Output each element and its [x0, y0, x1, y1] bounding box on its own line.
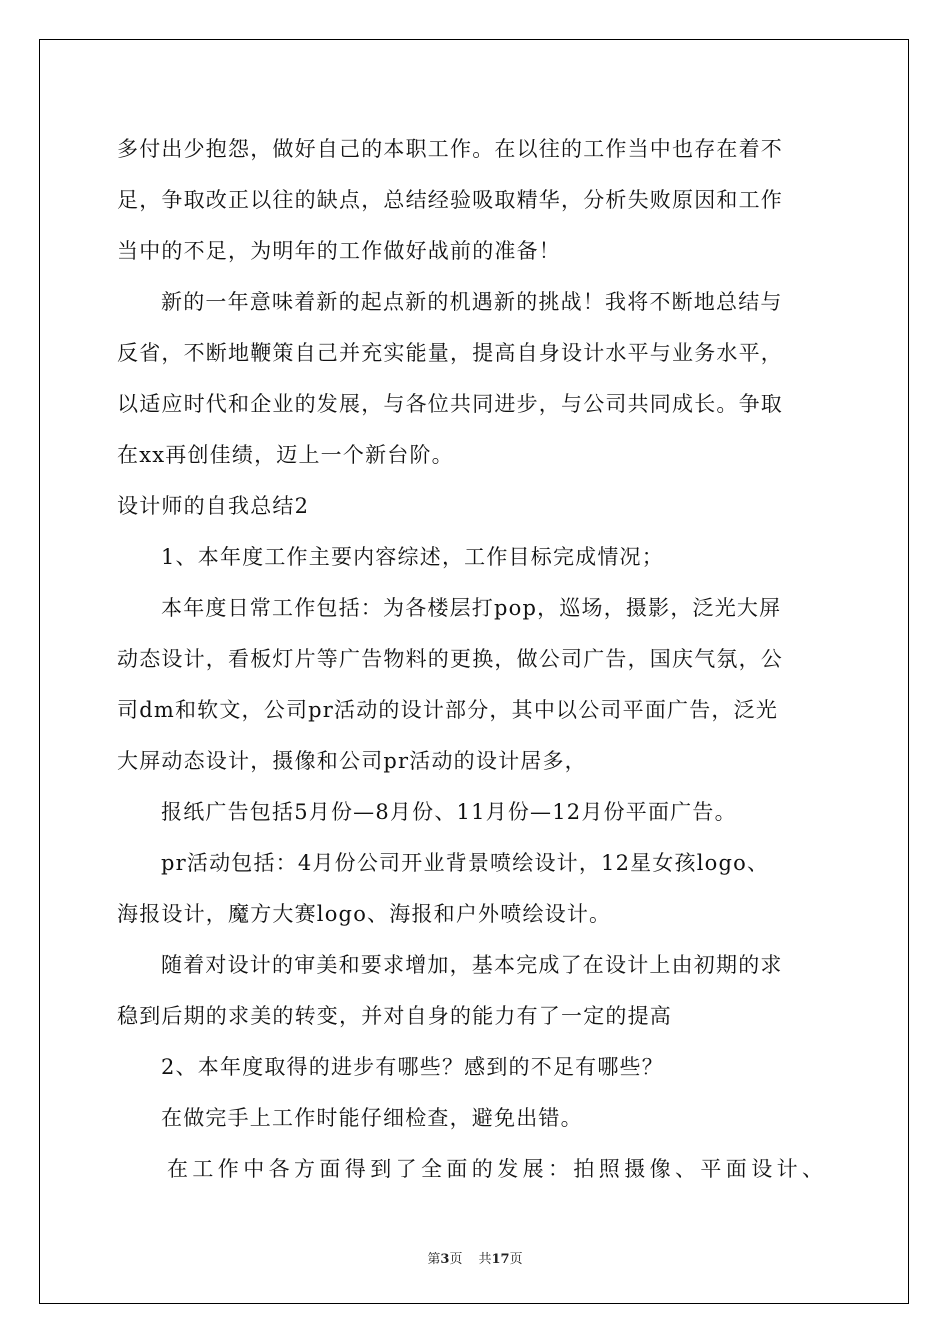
text-line: 1、本年度工作主要内容综述，工作目标完成情况； — [161, 545, 664, 569]
text-line: 动态设计，看板灯片等广告物料的更换，做公司广告，国庆气氛，公 — [117, 647, 783, 671]
text-line: 在做完手上工作时能仔细检查，避免出错。 — [161, 1106, 583, 1130]
text-line: 在工作中各方面得到了全面的发展：拍照摄像、平面设计、 — [167, 1157, 828, 1181]
page-prefix: 第 — [427, 1252, 441, 1267]
text-line: 海报设计，魔方大赛logo、海报和户外喷绘设计。 — [117, 902, 612, 926]
text-line: 稳到后期的求美的转变，并对自身的能力有了一定的提高 — [117, 1004, 672, 1028]
text-line: 随着对设计的审美和要求增加，基本完成了在设计上由初期的求 — [161, 953, 783, 977]
text-line: 足，争取改正以往的缺点，总结经验吸取精华，分析失败原因和工作 — [117, 188, 783, 212]
text-line: 在xx再创佳绩，迈上一个新台阶。 — [117, 443, 454, 467]
section-heading: 设计师的自我总结2 — [117, 494, 310, 518]
text-line: 新的一年意味着新的起点新的机遇新的挑战！我将不断地总结与 — [161, 290, 783, 314]
text-line: 反省，不断地鞭策自己并充实能量，提高自身设计水平与业务水平， — [117, 341, 783, 365]
text-line: 报纸广告包括5月份—8月份、11月份—12月份平面广告。 — [161, 800, 737, 824]
page-suffix: 页 — [449, 1252, 463, 1267]
page-footer — [0, 1248, 950, 1267]
total-pages: 17 — [491, 1252, 510, 1267]
document-body — [117, 124, 837, 1195]
text-line: pr活动包括：4月份公司开业背景喷绘设计，12星女孩logo、 — [161, 851, 770, 875]
text-line: 本年度日常工作包括：为各楼层打pop，巡场，摄影，泛光大屏 — [161, 596, 782, 620]
total-prefix: 共 — [478, 1252, 492, 1267]
text-line: 司dm和软文，公司pr活动的设计部分，其中以公司平面广告，泛光 — [117, 698, 779, 722]
total-suffix: 页 — [509, 1252, 523, 1267]
text-line: 当中的不足，为明年的工作做好战前的准备！ — [117, 239, 561, 263]
text-line: 以适应时代和企业的发展，与各位共同进步，与公司共同成长。争取 — [117, 392, 783, 416]
text-line: 2、本年度取得的进步有哪些？感到的不足有哪些？ — [161, 1055, 664, 1079]
page-number: 3 — [440, 1252, 450, 1267]
text-line: 大屏动态设计，摄像和公司pr活动的设计居多， — [117, 749, 587, 773]
text-line: 多付出少抱怨，做好自己的本职工作。在以往的工作当中也存在着不 — [117, 137, 783, 161]
